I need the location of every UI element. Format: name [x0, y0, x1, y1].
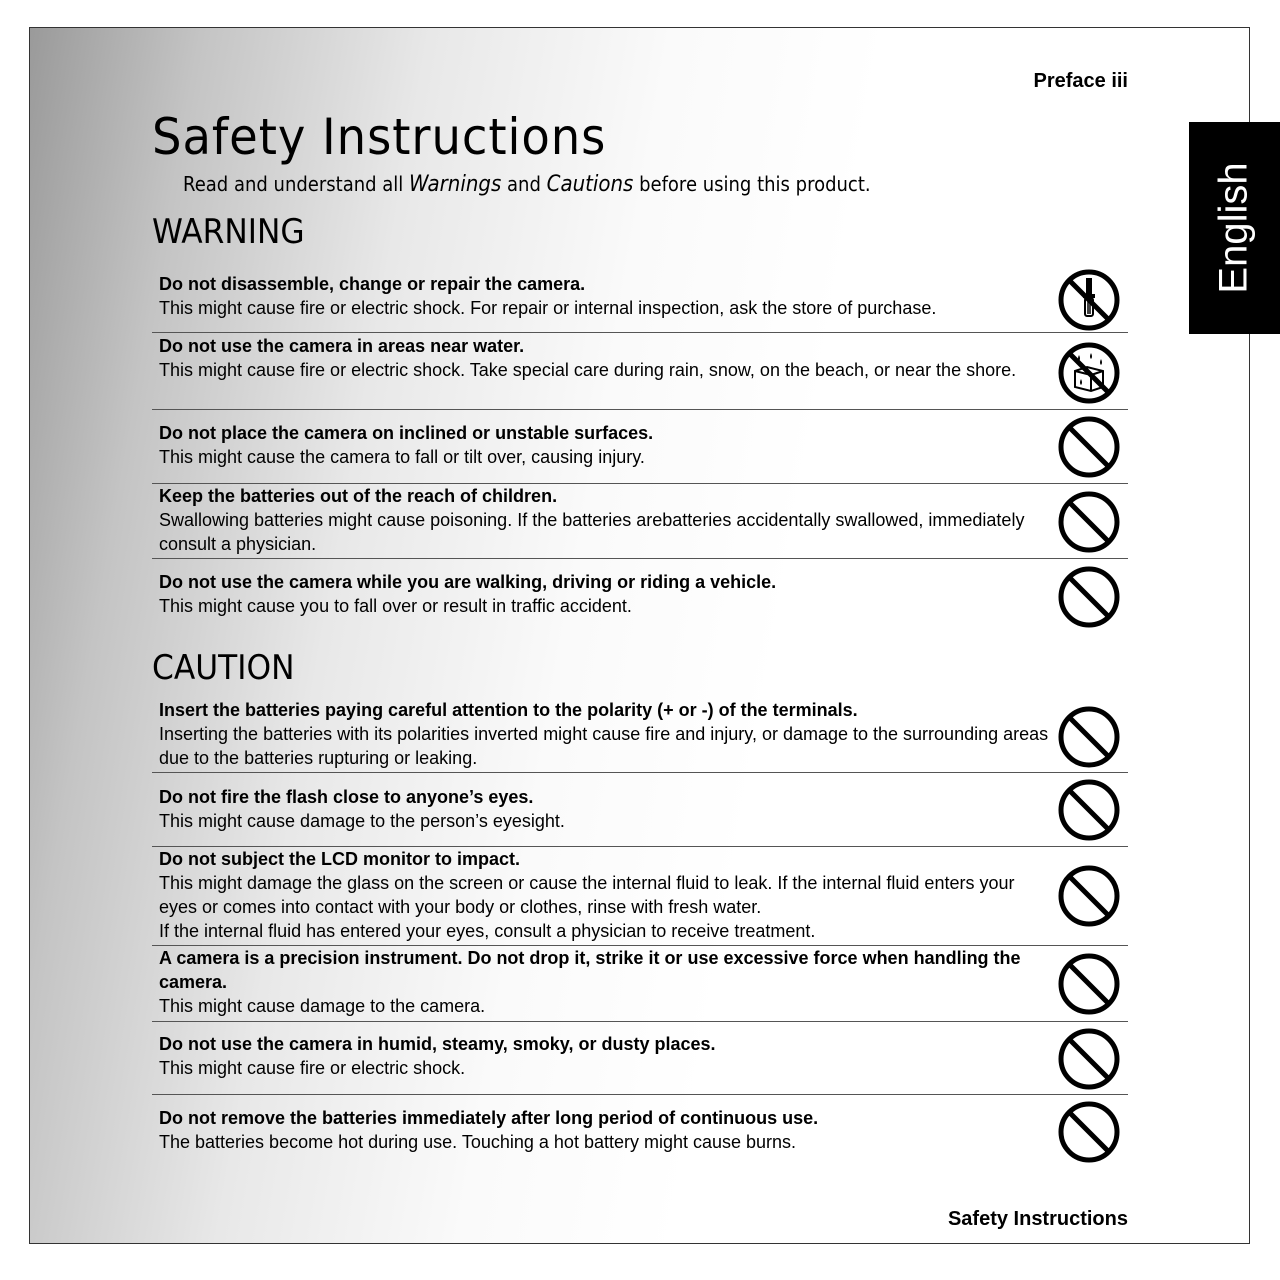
- divider: [152, 1021, 1128, 1022]
- divider: [152, 409, 1128, 410]
- caution-item: [159, 698, 1049, 770]
- prohibited-icon: [1057, 778, 1121, 842]
- language-tab: [1189, 122, 1280, 334]
- no-disassemble-icon: [1057, 268, 1121, 332]
- prohibited-icon: [1057, 952, 1121, 1016]
- item-title: Do not use the camera in humid, steamy, smoky, or dusty places.: [159, 1034, 716, 1054]
- warning-item: [159, 484, 1049, 556]
- item-body: This might cause you to fall over or result in traffic accident.: [159, 596, 632, 616]
- warning-heading: WARNING: [152, 212, 305, 252]
- item-title: A camera is a precision instrument. Do not drop it, strike it or use excessive force when handling the camera.: [159, 948, 1021, 992]
- caution-item: [159, 1106, 1049, 1154]
- divider: [152, 772, 1128, 773]
- item-title: Keep the batteries out of the reach of children.: [159, 486, 558, 506]
- item-title: Do not fire the flash close to anyone’s eyes.: [159, 787, 534, 807]
- caution-item: [159, 1032, 1049, 1080]
- item-body: This might cause the camera to fall or tilt over, causing injury.: [159, 447, 645, 467]
- item-title: Do not remove the batteries immediately after long period of continuous use.: [159, 1108, 819, 1128]
- intro-text: Read and understand all Warnings and Cautions before using this product.: [183, 172, 871, 197]
- warning-item: [159, 570, 1049, 618]
- item-title: Do not disassemble, change or repair the camera.: [159, 274, 586, 294]
- item-title: Insert the batteries paying careful attention to the polarity (+ or -) of the terminals.: [159, 700, 858, 720]
- page-header: Preface iii: [1033, 70, 1128, 92]
- item-body: Inserting the batteries with its polarities inverted might cause fire and injury, or damage to the surrounding areas due to the batteries rupturing or leaking.: [159, 724, 1049, 768]
- item-body: Swallowing batteries might cause poisoning. If the batteries arebatteries accidentally swallowed, immediately consult a physician.: [159, 510, 1025, 554]
- item-title: Do not use the camera in areas near water.: [159, 336, 525, 356]
- item-body: This might cause fire or electric shock. Take special care during rain, snow, on the beach, or near the shore.: [159, 360, 1017, 380]
- item-body: This might cause fire or electric shock. For repair or internal inspection, ask the store of purchase.: [159, 298, 937, 318]
- no-water-icon: [1057, 341, 1121, 405]
- item-body: The batteries become hot during use. Touching a hot battery might cause burns.: [159, 1132, 797, 1152]
- item-body: If the internal fluid has entered your eyes, consult a physician to receive treatment.: [159, 921, 816, 941]
- prohibited-icon: [1057, 490, 1121, 554]
- item-body: This might cause damage to the camera.: [159, 996, 486, 1016]
- prohibited-icon: [1057, 1100, 1121, 1164]
- item-title: Do not subject the LCD monitor to impact.: [159, 849, 520, 869]
- warning-item: [159, 421, 1049, 469]
- prohibited-icon: [1057, 1027, 1121, 1091]
- item-body: This might cause fire or electric shock.: [159, 1058, 466, 1078]
- item-body: This might cause damage to the person’s eyesight.: [159, 811, 565, 831]
- caution-item: [159, 847, 1049, 943]
- prohibited-icon: [1057, 705, 1121, 769]
- prohibited-icon: [1057, 864, 1121, 928]
- item-title: Do not use the camera while you are walking, driving or riding a vehicle.: [159, 572, 777, 592]
- warning-item: [159, 272, 1049, 320]
- prohibited-icon: [1057, 565, 1121, 629]
- page-footer: Safety Instructions: [947, 1208, 1128, 1230]
- divider: [152, 1094, 1128, 1095]
- caution-item: [159, 946, 1049, 1018]
- page-title: Safety Instructions: [152, 108, 607, 166]
- item-body: This might damage the glass on the screen or cause the internal fluid to leak. If the internal fluid enters your eyes or comes into contact with your body or clothes, rinse with fresh water.: [159, 873, 1015, 917]
- item-title: Do not place the camera on inclined or unstable surfaces.: [159, 423, 654, 443]
- prohibited-icon: [1057, 415, 1121, 479]
- language-label: English: [1211, 162, 1256, 294]
- caution-heading: CAUTION: [152, 648, 295, 688]
- divider: [152, 558, 1128, 559]
- warning-item: [159, 334, 1049, 382]
- caution-item: [159, 785, 1049, 833]
- divider: [152, 332, 1128, 333]
